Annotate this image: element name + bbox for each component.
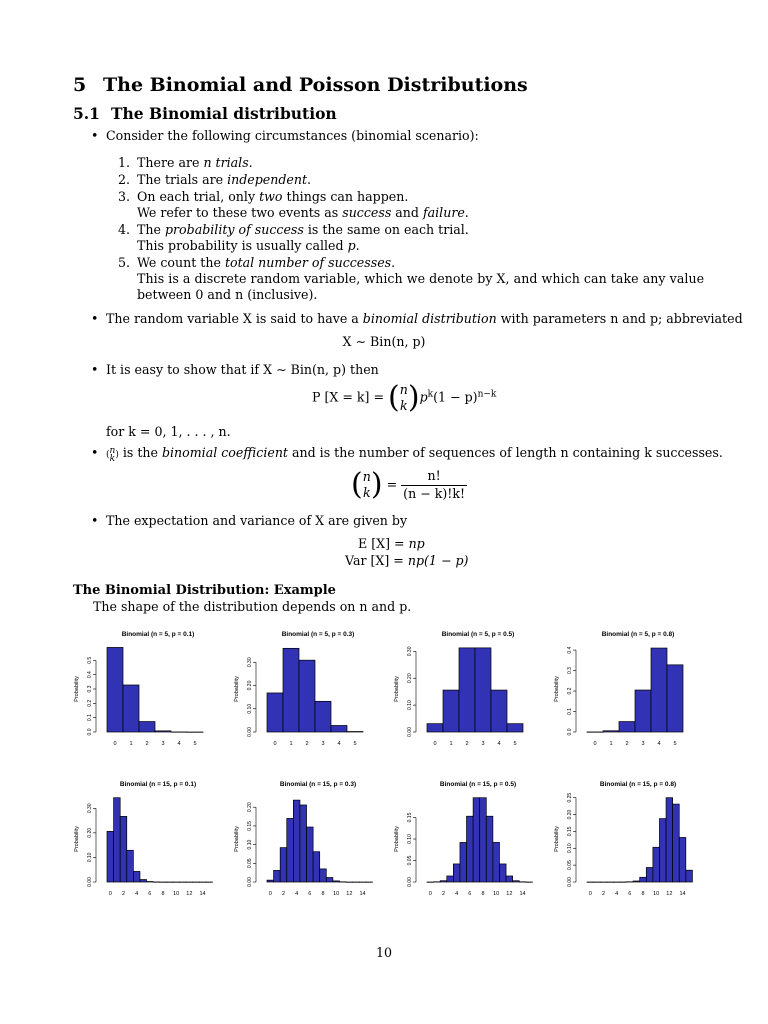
x-tick-label: 5 [513,741,517,747]
x-tick-label: 0 [428,891,432,897]
y-tick-label: 0.10 [87,852,93,863]
y-tick-label: 0.4 [87,671,93,679]
bar [299,660,315,732]
bar [307,827,314,882]
x-tick-label: 8 [481,891,485,897]
x-tick-label: 1 [129,741,133,747]
bar [653,847,660,882]
equation-binom-coef: ( n k ) = $\frac{n!}{(n - k)!k!}$ [351,467,466,502]
y-axis-label: Probability [234,676,240,702]
y-tick-label: 0.15 [247,821,253,831]
x-tick-label: 8 [641,891,645,897]
y-tick-label: 0.20 [87,827,93,838]
y-axis-label: Probability [554,826,560,852]
bar [107,831,114,882]
bar [480,798,487,882]
bar [513,881,520,882]
equation-expectation: E [X] = np [358,536,425,551]
chart-title: Binomial (n = 5, p = 0.3) [281,631,355,638]
page-number: 10 [375,945,393,960]
bar [267,880,274,882]
y-tick-label: 0.2 [567,687,573,695]
x-tick-label: 5 [193,741,197,747]
y-axis-label: Probability [234,826,240,852]
chart-title: Binomial (n = 15, p = 0.3) [279,781,357,788]
x-tick-label: 14 [679,891,686,897]
x-tick-label: 8 [321,891,325,897]
y-tick-label: 0.1 [87,714,93,722]
bar [155,731,171,732]
x-tick-label: 0 [593,741,597,747]
x-tick-label: 5 [673,741,677,747]
y-tick-label: 0.00 [567,877,573,887]
bar [619,722,635,732]
bar [499,864,506,882]
bar [123,685,139,732]
y-tick-label: 0.10 [407,700,413,710]
bar [133,871,140,882]
x-tick-label: 2 [625,741,629,747]
bar [507,724,523,732]
x-tick-label: 8 [161,891,165,897]
example-title: The Binomial Distribution: Example [73,583,336,598]
chart-title: Binomial (n = 5, p = 0.5) [441,631,515,638]
y-tick-label: 0.10 [407,834,413,844]
equation-pmf: P [X = k] = ( n k )$p^k(1 - p)^{n-k}$ [312,380,497,415]
binomial-charts [0,620,768,905]
bar [646,867,653,882]
chart-title: Binomial (n = 15, p = 0.5) [439,781,517,788]
y-tick-label: 0.3 [567,667,573,675]
y-tick-label: 0.20 [407,673,413,684]
y-tick-label: 0.1 [567,708,573,716]
chart-title: Binomial (n = 15, p = 0.8) [599,781,677,788]
bar [267,693,283,732]
bar [331,725,347,732]
bar [603,731,619,732]
y-tick-label: 0.20 [567,809,573,820]
bar [459,648,475,732]
equation-bin: X ∼ Bin(n, p) [342,334,426,349]
bar [326,878,333,882]
x-tick-label: 14 [199,891,206,897]
x-tick-label: 3 [161,741,165,747]
bullet-dot: • [91,128,99,143]
x-tick-label: 0 [433,741,437,747]
x-tick-label: 1 [289,741,293,747]
bar [475,648,491,732]
bar [280,848,287,882]
y-axis-label: Probability [394,676,400,702]
y-tick-label: 0.10 [567,843,573,854]
y-tick-label: 0.4 [567,646,573,654]
x-tick-label: 10 [653,891,660,897]
y-axis-label: Probability [74,676,80,702]
bullet-dot: • [91,445,99,460]
y-tick-label: 0.3 [87,685,93,693]
x-tick-label: 2 [465,741,469,747]
bar [293,800,300,882]
x-tick-label: 10 [493,891,500,897]
y-tick-label: 0.00 [407,727,413,737]
bar [315,701,331,732]
x-tick-label: 0 [108,891,112,897]
x-tick-label: 2 [601,891,606,897]
bar [283,648,299,732]
bar [651,648,667,732]
x-tick-label: 0 [588,891,592,897]
y-tick-label: 0.00 [87,877,93,887]
x-tick-label: 4 [497,741,501,747]
y-tick-label: 0.15 [567,826,573,837]
section-title: 5 The Binomial and Poisson Distributions [73,74,528,96]
y-tick-label: 0.05 [247,858,253,869]
x-tick-label: 4 [177,741,181,747]
y-axis-label: Probability [554,676,560,702]
y-tick-label: 0.30 [407,646,413,657]
y-tick-label: 0.2 [87,699,93,707]
subsection-title: 5.1 The Binomial distribution [73,104,337,123]
x-tick-label: 12 [186,891,193,897]
bar [493,842,500,882]
equation-variance: Var [X] = np(1 − p) [345,553,469,568]
y-tick-label: 0.5 [87,656,93,664]
bar [333,881,340,882]
y-tick-label: 0.30 [87,803,93,814]
y-tick-label: 0.0 [87,728,93,736]
chart-title: Binomial (n = 15, p = 0.1) [119,781,197,788]
bar [120,816,127,882]
bar [453,864,460,882]
bar [127,850,134,882]
y-tick-label: 0.00 [407,877,413,887]
x-tick-label: 6 [308,891,312,897]
x-tick-label: 2 [305,741,309,747]
x-tick-label: 6 [148,891,152,897]
bar [440,881,447,882]
x-tick-label: 12 [666,891,673,897]
x-tick-label: 2 [121,891,126,897]
y-tick-label: 0.20 [247,802,253,813]
bar [467,816,474,882]
y-tick-label: 0.25 [567,792,573,803]
y-axis-label: Probability [74,826,80,852]
y-axis-label: Probability [394,826,400,852]
bar [460,842,467,882]
x-tick-label: 3 [321,741,325,747]
bullet-dot: • [91,362,99,377]
bar [427,724,443,732]
x-tick-label: 4 [455,891,459,897]
x-tick-label: 12 [346,891,353,897]
x-tick-label: 0 [273,741,277,747]
bar [320,869,327,882]
bar [667,665,683,732]
x-tick-label: 4 [337,741,341,747]
bar [506,876,513,882]
bar [491,690,507,732]
x-tick-label: 5 [353,741,357,747]
y-tick-label: 0.05 [567,860,573,871]
bar [486,816,493,882]
x-tick-label: 3 [481,741,485,747]
bar [473,798,480,882]
bar [114,798,121,882]
y-tick-label: 0.0 [567,728,573,736]
example-subtitle: The shape of the distribution depends on n and p. [93,599,412,614]
y-tick-label: 0.20 [247,680,253,691]
bullet-dot: • [91,513,99,528]
bar [659,819,666,882]
y-tick-label: 0.15 [407,812,413,823]
for-k-range: for k = 0, 1, . . . , n. [106,424,231,439]
x-tick-label: 4 [295,891,299,897]
bar [640,877,647,882]
bar [300,805,307,882]
x-tick-label: 2 [281,891,286,897]
bar [679,837,686,882]
y-tick-label: 0.30 [247,657,253,668]
bar [447,876,454,882]
x-tick-label: 0 [268,891,272,897]
x-tick-label: 14 [359,891,366,897]
bar [635,690,651,732]
x-tick-label: 12 [506,891,513,897]
x-tick-label: 10 [173,891,180,897]
y-tick-label: 0.10 [247,703,253,714]
bar [139,722,155,732]
bar [673,804,680,882]
x-tick-label: 0 [113,741,117,747]
bar [313,852,320,882]
x-tick-label: 4 [135,891,139,897]
x-tick-label: 3 [641,741,645,747]
bar [274,870,281,882]
x-tick-label: 1 [609,741,613,747]
y-tick-label: 0.00 [247,727,253,737]
x-tick-label: 4 [657,741,661,747]
bar [633,881,640,882]
y-tick-label: 0.00 [247,877,253,887]
x-tick-label: 2 [441,891,446,897]
x-tick-label: 1 [449,741,453,747]
bar [666,798,673,882]
bar [287,818,294,882]
bullet-dot: • [91,311,99,326]
y-tick-label: 0.10 [247,839,253,850]
x-tick-label: 4 [615,891,619,897]
x-tick-label: 14 [519,891,526,897]
x-tick-label: 10 [333,891,340,897]
x-tick-label: 2 [145,741,149,747]
y-tick-label: 0.05 [407,855,413,866]
bar [107,647,123,732]
bar [443,690,459,732]
bar [140,880,147,882]
bar [686,870,693,882]
x-tick-label: 6 [468,891,472,897]
x-tick-label: 6 [628,891,632,897]
chart-title: Binomial (n = 5, p = 0.1) [121,631,195,638]
chart-title: Binomial (n = 5, p = 0.8) [601,631,675,638]
